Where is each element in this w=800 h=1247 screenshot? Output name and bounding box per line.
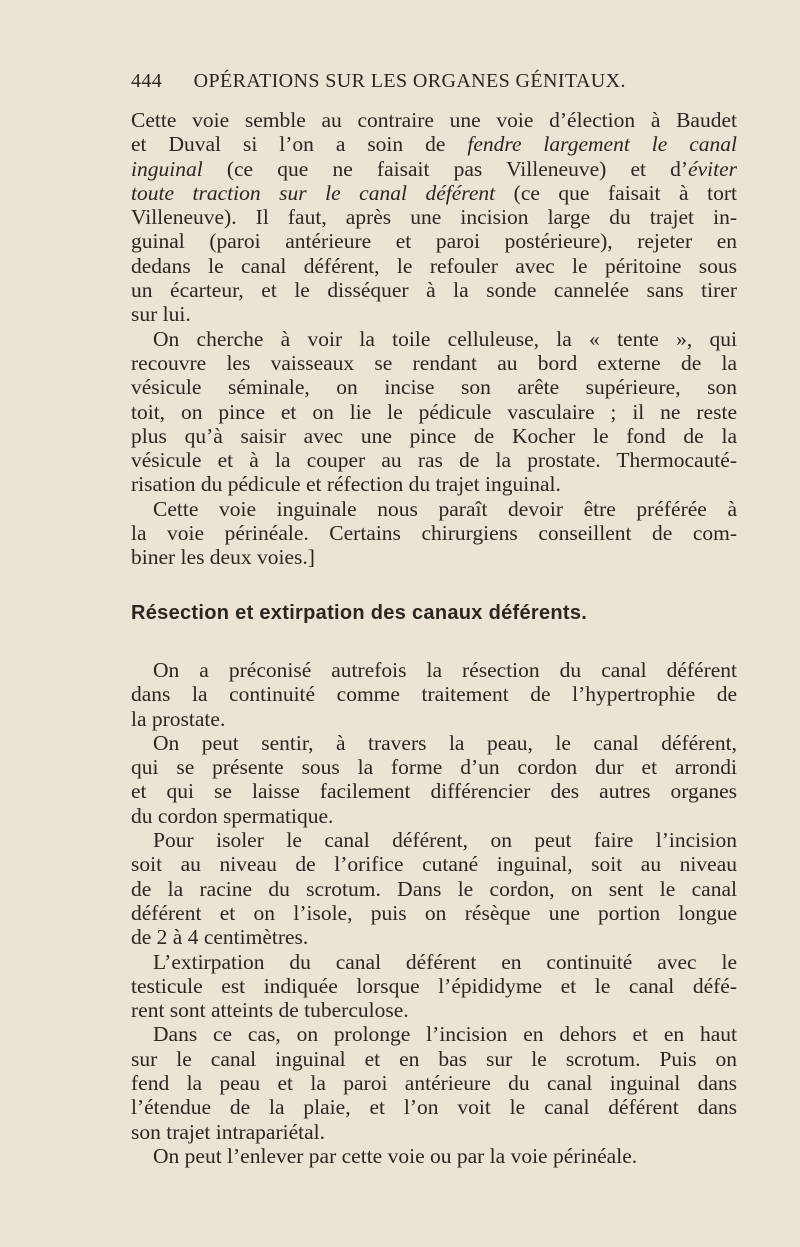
- text-line: vésicule séminale, on incise son arête supérieure, son: [131, 375, 737, 400]
- text-line: qui se présente sous la forme d’un cordon dur et arrondi: [131, 755, 737, 780]
- text-line: toit, on pince et on lie le pédicule vasculaire ; il ne reste: [131, 399, 737, 424]
- italic-phrase: éviter: [688, 156, 737, 181]
- text-line: de 2 à 4 centimètres.: [131, 925, 309, 950]
- text-line: du cordon spermatique.: [131, 803, 334, 828]
- text-line: On cherche à voir la toile celluleuse, la « tente », qui: [153, 326, 737, 351]
- text-line: guinal (paroi antérieure et paroi postérieure), rejeter en: [131, 229, 737, 254]
- text-line: et qui se laisse facilement différencier des autres organes: [131, 779, 737, 804]
- text-line: sur le canal inguinal et en bas sur le scrotum. Puis on: [131, 1046, 737, 1071]
- text-line: soit au niveau de l’orifice cutané inguinal, soit au niveau: [131, 852, 737, 877]
- paragraph-6: [131, 828, 737, 949]
- text-line: plus qu’à saisir avec une pince de Kocher le fond de la: [131, 423, 737, 448]
- paragraph-5: [131, 731, 737, 828]
- paragraph-1: [131, 108, 737, 327]
- text-line: Cette voie inguinale nous paraît devoir être préférée à: [153, 496, 737, 521]
- paragraph-3: [131, 497, 737, 570]
- text-line: sur lui.: [131, 302, 191, 327]
- text-line: inguinal (ce que ne faisait pas Villeneuve) et d’éviter: [131, 156, 737, 181]
- italic-phrase: inguinal: [131, 156, 203, 181]
- text-line: de la racine du scrotum. Dans le cordon, on sent le canal: [131, 876, 737, 901]
- paragraph-9: [131, 1144, 737, 1168]
- text-line: son trajet intrapariétal.: [131, 1119, 326, 1144]
- text-line: vésicule et à la couper au ras de la prostate. Thermocauté-: [131, 448, 737, 473]
- italic-phrase: fendre largement le canal: [467, 132, 737, 157]
- text-line: risation du pédicule et réfection du trajet inguinal.: [131, 472, 561, 497]
- text-line: la prostate.: [131, 706, 226, 731]
- text-line: fend la peau et la paroi antérieure du canal inguinal dans: [131, 1070, 737, 1095]
- text-line: testicule est indiquée lorsque l’épididyme et le canal défé-: [131, 973, 737, 998]
- text-line: et Duval si l’on a soin de fendre largement le canal: [131, 132, 737, 157]
- page-body: [131, 108, 737, 1168]
- text-line: la voie périnéale. Certains chirurgiens conseillent de com-: [131, 521, 737, 546]
- running-header: [131, 70, 735, 93]
- paragraph-2: [131, 327, 737, 497]
- text-line: On a préconisé autrefois la résection du canal déférent: [153, 657, 737, 682]
- text-line: déférent et on l’isole, puis on résèque une portion longue: [131, 900, 737, 925]
- text-line: Villeneuve). Il faut, après une incision large du trajet in-: [131, 205, 737, 230]
- text-line: On peut sentir, à travers la peau, le canal déférent,: [153, 730, 737, 755]
- text-line: rent sont atteints de tuberculose.: [131, 998, 409, 1023]
- text-line: l’étendue de la plaie, et l’on voit le canal déférent dans: [131, 1095, 737, 1120]
- text-line: recouvre les vaisseaux se rendant au bord externe de la: [131, 350, 737, 375]
- text-line: un écarteur, et le disséquer à la sonde cannelée sans tirer: [131, 278, 737, 303]
- text-line: toute traction sur le canal déférent (ce que faisait à tort: [131, 180, 737, 205]
- text-line: Dans ce cas, on prolonge l’incision en dehors et en haut: [153, 1022, 737, 1047]
- italic-phrase: toute traction sur le canal déférent: [131, 180, 496, 205]
- text-line: Cette voie semble au contraire une voie d’élection à Baudet: [131, 108, 737, 132]
- text-line: dedans le canal déférent, le refouler avec le péritoine sous: [131, 253, 737, 278]
- page-number: 444: [131, 70, 163, 92]
- paragraph-8: [131, 1022, 737, 1143]
- section-heading: Résection et extirpation des canaux déférents.: [131, 601, 588, 624]
- text-line: dans la continuité comme traitement de l’hypertrophie de: [131, 682, 737, 707]
- text-line: biner les deux voies.]: [131, 545, 315, 570]
- text-line: On peut l’enlever par cette voie ou par la voie périnéale.: [153, 1143, 638, 1168]
- text-line: L’extirpation du canal déférent en continuité avec le: [153, 949, 737, 974]
- text-line: Pour isoler le canal déférent, on peut faire l’incision: [153, 828, 737, 853]
- paragraph-4: [131, 658, 737, 731]
- running-title: OPÉRATIONS SUR LES ORGANES GÉNITAUX.: [193, 70, 626, 92]
- paragraph-7: [131, 950, 737, 1023]
